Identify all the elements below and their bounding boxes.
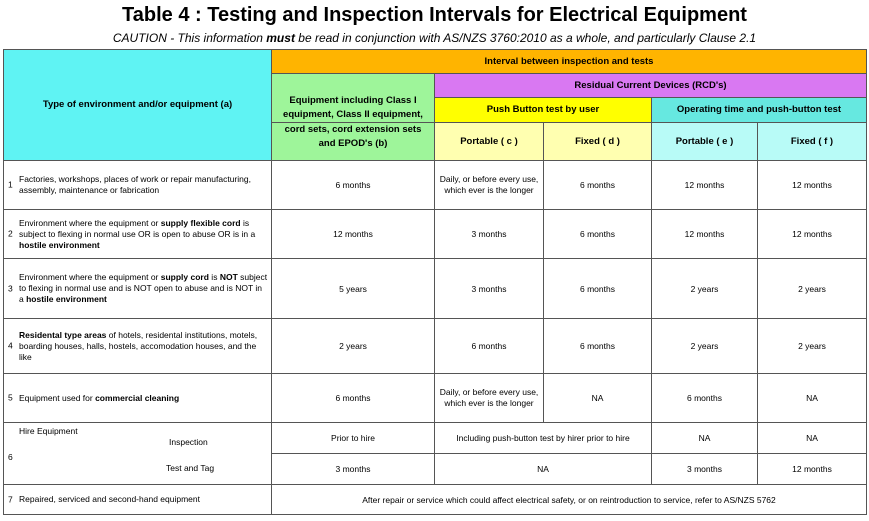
- row-description: [4, 319, 272, 374]
- row-desc-text: Environment where the equipment or: [19, 217, 161, 228]
- cell-equipment: 12 months: [272, 210, 435, 259]
- row-description: [4, 485, 272, 515]
- row-desc-text: Hire Equipment: [19, 426, 78, 436]
- row-description: [4, 423, 272, 485]
- cell-portable-e: 3 months: [652, 454, 758, 485]
- row-desc-bold: hostile environment: [26, 294, 107, 304]
- cell-equipment: Prior to hire: [272, 423, 435, 454]
- header-portable-e: Portable ( e ): [652, 123, 758, 161]
- table-row: [4, 319, 867, 374]
- row-number: 5: [8, 392, 13, 403]
- row-description: [4, 374, 272, 423]
- row-desc-text: is: [208, 272, 220, 282]
- cell-portable-c: 6 months: [435, 319, 544, 374]
- cell-fixed-d: NA: [544, 374, 652, 423]
- row-number: 3: [8, 283, 13, 293]
- cell-fixed-f: NA: [758, 374, 867, 423]
- row-number: 1: [8, 179, 13, 190]
- caution-note: [0, 30, 869, 46]
- row-number: 4: [8, 340, 13, 351]
- row-description: [4, 210, 272, 259]
- cell-fixed-d: 6 months: [544, 319, 652, 374]
- row-desc-text: Repaired, serviced and second-hand equipment: [19, 494, 200, 504]
- header-portable-c: Portable ( c ): [435, 123, 544, 161]
- cell-portable-e: 6 months: [652, 374, 758, 423]
- cell-equipment: 2 years: [272, 319, 435, 374]
- cell-portable-e: NA: [652, 423, 758, 454]
- row-desc-text: subject to flexing in normal use and is NOT open to abuse and is NOT in a: [19, 272, 268, 304]
- table-row: [4, 259, 867, 319]
- intervals-table: [3, 49, 867, 515]
- cell-push-button-merged: Including push-button test by hirer prior to hire: [435, 423, 652, 454]
- row-desc-bold: supply flexible cord: [160, 217, 241, 228]
- cell-equipment: 6 months: [272, 374, 435, 423]
- row-sub-label-inspection: Inspection: [169, 437, 208, 447]
- header-operating-time: Operating time and push-button test: [652, 98, 867, 123]
- row-desc-bold: NOT: [219, 272, 238, 282]
- cell-fixed-f: 12 months: [758, 210, 867, 259]
- cell-fixed-d: 6 months: [544, 210, 652, 259]
- header-equipment-part1: Equipment including Class I equipment, Class II equipment,: [272, 74, 435, 123]
- row-desc-bold: Residental type areas: [19, 329, 107, 340]
- cell-fixed-f: NA: [758, 423, 867, 454]
- cell-portable-e: 12 months: [652, 210, 758, 259]
- row-desc-bold: commercial cleaning: [95, 392, 180, 403]
- row-desc-text: of hotels, residental institutions, motels, boarding houses, halls, hostels, accomodation houses, and the like: [19, 329, 258, 362]
- row-description: [4, 161, 272, 210]
- row-sub-label-testtag: Test and Tag: [166, 463, 215, 473]
- table-row: [4, 485, 867, 515]
- header-rcd: Residual Current Devices (RCD's): [435, 74, 867, 98]
- table-row: [4, 423, 867, 454]
- cell-portable-e: 12 months: [652, 161, 758, 210]
- row-desc-bold: supply cord: [160, 272, 209, 282]
- cell-fixed-d: 6 months: [544, 259, 652, 319]
- header-fixed-d: Fixed ( d ): [544, 123, 652, 161]
- row-number: 6: [8, 452, 13, 462]
- header-push-button-user: Push Button test by user: [435, 98, 652, 123]
- cell-push-button-merged: NA: [435, 454, 652, 485]
- cell-portable-e: 2 years: [652, 259, 758, 319]
- cell-fixed-f: 2 years: [758, 319, 867, 374]
- row-description: [4, 259, 272, 319]
- row-desc-text: Environment where the equipment or: [19, 272, 161, 282]
- cell-portable-c: 3 months: [435, 210, 544, 259]
- caution-emphasis: must: [266, 31, 295, 45]
- row-number: 7: [8, 494, 13, 504]
- cell-portable-e: 2 years: [652, 319, 758, 374]
- row-number: 2: [8, 228, 13, 239]
- row-desc-text: Equipment used for: [19, 392, 96, 403]
- row-desc-bold: hostile environment: [19, 239, 100, 250]
- header-fixed-f: Fixed ( f ): [758, 123, 867, 161]
- cell-equipment: 5 years: [272, 259, 435, 319]
- caution-suffix: be read in conjunction with AS/NZS 3760:2010 as a whole, and particularly Clause 2.1: [294, 31, 757, 45]
- cell-fixed-d: 6 months: [544, 161, 652, 210]
- cell-merged-note: After repair or service which could affect electrical safety, or on reintroduction to service, refer to AS/NZS 5762: [272, 485, 867, 515]
- header-interval: Interval between inspection and tests: [272, 50, 867, 74]
- caution-prefix: CAUTION - This information: [112, 31, 267, 45]
- table-row: [4, 374, 867, 423]
- cell-portable-c: Daily, or before every use, which ever is the longer: [435, 161, 544, 210]
- header-type-environment: Type of environment and/or equipment (a): [4, 50, 272, 161]
- cell-equipment: 3 months: [272, 454, 435, 485]
- cell-equipment: 6 months: [272, 161, 435, 210]
- cell-fixed-f: 2 years: [758, 259, 867, 319]
- page-title: Table 4 : Testing and Inspection Intervals for Electrical Equipment: [122, 4, 747, 26]
- cell-portable-c: 3 months: [435, 259, 544, 319]
- cell-fixed-f: 12 months: [758, 161, 867, 210]
- row-desc-text: Factories, workshops, places of work or repair manufacturing, assembly, maintenance or fabrication: [19, 174, 251, 195]
- row-desc-text: is subject to flexing in normal use OR is open to abuse OR is in a: [19, 217, 256, 239]
- cell-portable-c: Daily, or before every use, which ever is the longer: [435, 374, 544, 423]
- cell-fixed-f: 12 months: [758, 454, 867, 485]
- table-row: [4, 161, 867, 210]
- header-equipment-part2: cord sets, cord extension sets and EPOD's (b): [272, 123, 435, 161]
- table-row: [4, 210, 867, 259]
